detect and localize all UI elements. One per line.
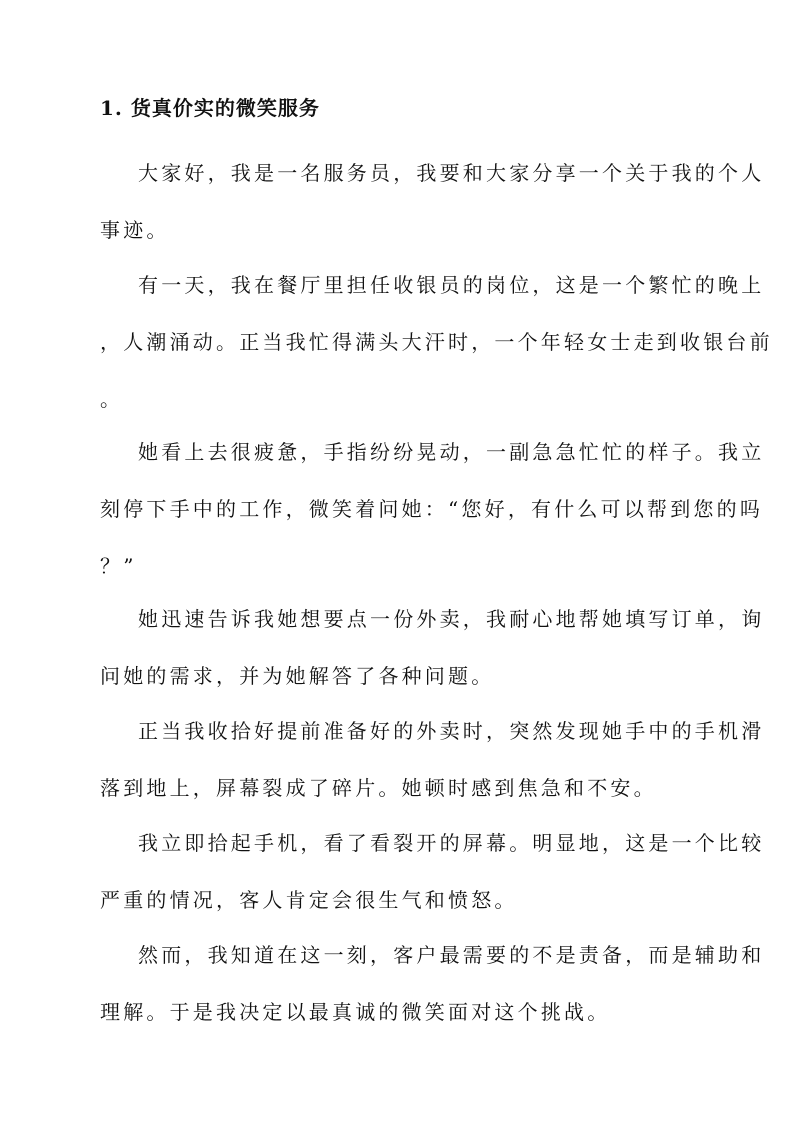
paragraph-4 — [100, 591, 765, 705]
paragraph-line: 她看上去很疲惫，手指纷纷晃动，一副急急忙忙的样子。我立 — [138, 440, 765, 464]
paragraph-line: ？” — [100, 554, 137, 578]
paragraph-line: 问她的需求，并为她解答了各种问题。 — [100, 664, 495, 688]
paragraph-line: 大家好，我是一名服务员，我要和大家分享一个关于我的个人 — [138, 161, 765, 185]
paragraph-2 — [100, 257, 773, 428]
paragraph-line: 。 — [100, 387, 124, 411]
paragraph-6 — [100, 815, 765, 929]
section-heading: 1. 货真价实的微笑服务 — [100, 96, 320, 120]
paragraph-line: 落到地上，屏幕裂成了碎片。她顿时感到焦急和不安。 — [100, 776, 657, 800]
paragraph-line: 有一天，我在餐厅里担任收银员的岗位，这是一个繁忙的晚上 — [138, 273, 765, 297]
paragraph-line: 刻停下手中的工作，微笑着问她：“您好，有什么可以帮到您的吗 — [100, 497, 764, 521]
paragraph-7 — [100, 927, 765, 1041]
paragraph-5 — [100, 703, 765, 817]
paragraph-line: ，人潮涌动。正当我忙得满头大汗时，一个年轻女士走到收银台前 — [100, 330, 773, 354]
paragraph-3 — [100, 424, 765, 595]
paragraph-line: 事迹。 — [100, 218, 170, 242]
paragraph-line: 理解。于是我决定以最真诚的微笑面对这个挑战。 — [100, 1000, 611, 1024]
paragraph-line: 我立即拾起手机，看了看裂开的屏幕。明显地，这是一个比较 — [138, 831, 765, 855]
paragraph-line: 然而，我知道在这一刻，客户最需要的不是责备，而是辅助和 — [138, 943, 765, 967]
paragraph-line: 正当我收拾好提前准备好的外卖时，突然发现她手中的手机滑 — [138, 719, 765, 743]
paragraph-line: 她迅速告诉我她想要点一份外卖，我耐心地帮她填写订单，询 — [138, 607, 765, 631]
paragraph-1 — [100, 145, 765, 259]
paragraph-line: 严重的情况，客人肯定会很生气和愤怒。 — [100, 888, 518, 912]
